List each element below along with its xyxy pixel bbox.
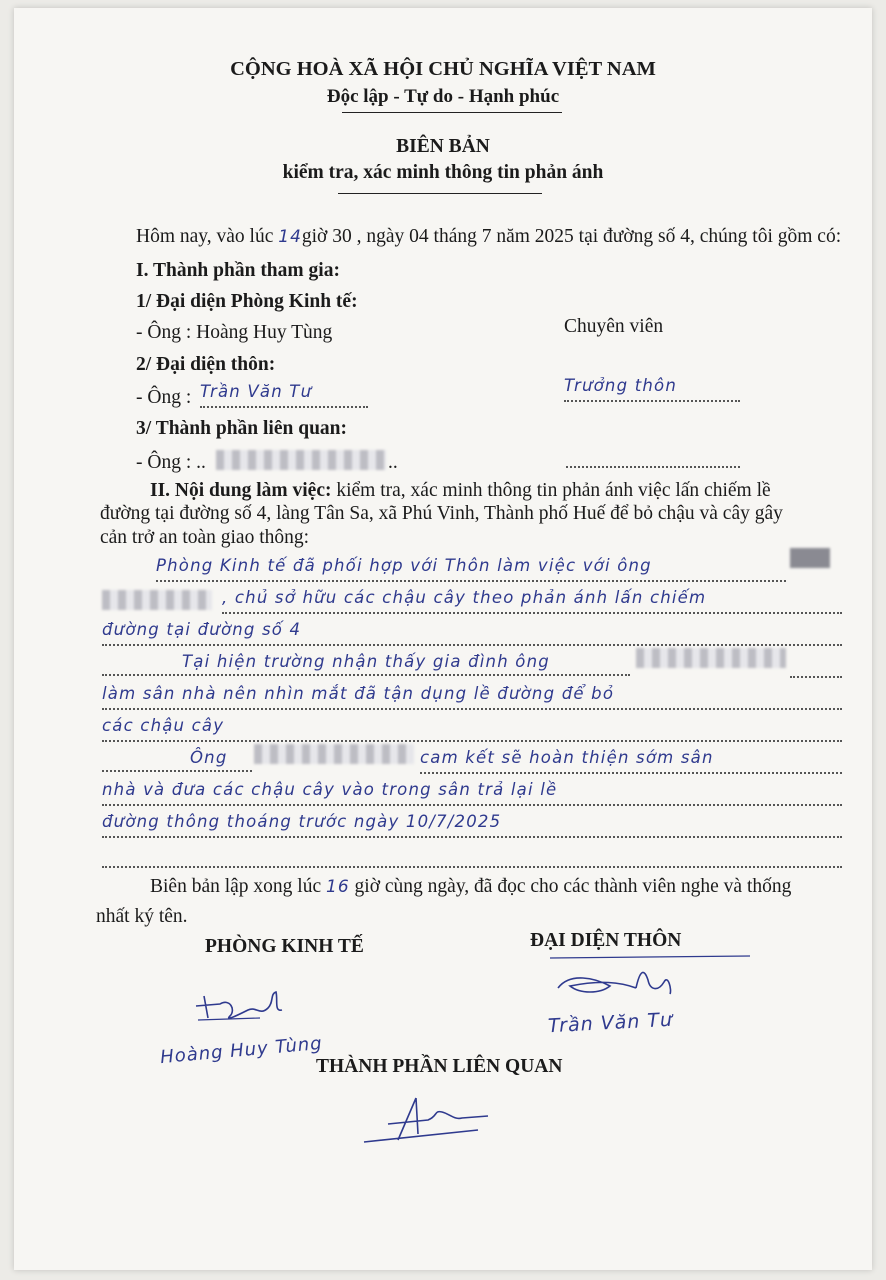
group3-trailing-dots: .. [388, 452, 398, 473]
intro-text-rest: giờ 30 , ngày 04 tháng 7 năm 2025 tại đường số 4, chúng tôi gồm có: [301, 226, 842, 247]
subtitle-underline [338, 193, 542, 194]
group1-name: - Ông : Hoàng Huy Tùng [136, 322, 333, 343]
hw-line-1-redacted [790, 548, 830, 568]
sig-title-right: ĐẠI DIỆN THÔN [530, 930, 682, 951]
hw-line-2: , chủ sở hữu các chậu cây theo phản ánh lấn chiếm [222, 586, 842, 614]
section2-line1 [150, 480, 771, 502]
hw-line-9: đường thông thoáng trước ngày 10/7/2025 [102, 810, 842, 838]
hw-line-2-redacted [102, 590, 212, 610]
group1-role: Chuyên viên [564, 316, 664, 337]
closing-hour: 16 [326, 877, 350, 897]
intro-line [136, 226, 841, 248]
closing-line2: nhất ký tên. [96, 906, 188, 927]
section2-text1: kiểm tra, xác minh thông tin phản ánh việc lấn chiếm lề [331, 480, 771, 501]
hw-line-7: Ông [102, 746, 252, 772]
group2-heading: 2/ Đại diện thôn: [136, 354, 276, 375]
group3-heading: 3/ Thành phần liên quan: [136, 418, 348, 439]
doc-subtitle: kiểm tra, xác minh thông tin phản ánh [282, 162, 604, 183]
group3-prefix: - Ông : .. [136, 452, 206, 473]
group2-role: Trưởng thôn [564, 374, 740, 402]
section1-heading: I. Thành phần tham gia: [136, 260, 340, 281]
hw-line-8: nhà và đưa các chậu cây vào trong sân trả lại lề [102, 778, 842, 806]
intro-hour: 14 [278, 227, 302, 247]
national-motto: Độc lập - Tự do - Hạnh phúc [326, 86, 560, 107]
hw-line-7-redacted [254, 744, 414, 764]
signature-left-name: Hoàng Huy Tùng [159, 1032, 324, 1069]
closing-text-rest: giờ cùng ngày, đã đọc cho các thành viên nghe và thống [349, 876, 792, 897]
hw-line-5: làm sân nhà nên nhìn mắt đã tận dụng lề đường để bỏ [102, 682, 842, 710]
group2-name: Trần Văn Tư [200, 380, 368, 408]
closing-line1 [150, 876, 791, 898]
hw-line-7-rest: cam kết sẽ hoàn thiện sớm sân [420, 746, 842, 774]
hw-line-3: đường tại đường số 4 [102, 618, 842, 646]
national-title: CỘNG HOÀ XÃ HỘI CHỦ NGHĨA VIỆT NAM [230, 58, 656, 80]
signature-left-scribble [190, 988, 290, 1028]
sig-title-bottom: THÀNH PHẦN LIÊN QUAN [316, 1056, 563, 1077]
motto-underline [342, 112, 562, 113]
group1-heading: 1/ Đại diện Phòng Kinh tế: [136, 291, 358, 312]
hw-line-blank [102, 840, 842, 868]
hw-line-1: Phòng Kinh tế đã phối hợp với Thôn làm việc với ông [156, 554, 786, 582]
closing-text: Biên bản lập xong lúc [150, 876, 327, 897]
hw-line-4: Tại hiện trường nhận thấy gia đình ông [102, 650, 630, 676]
section2-line3: cản trở an toàn giao thông: [100, 527, 310, 548]
doc-title: BIÊN BẢN [396, 136, 490, 157]
group3-name-redacted [216, 450, 386, 470]
group2-prefix: - Ông : [136, 387, 192, 408]
section2-heading: II. Nội dung làm việc: [150, 480, 332, 501]
group3-role-blank [566, 440, 740, 468]
intro-text: Hôm nay, vào lúc [136, 226, 279, 247]
hw-line-6: các chậu cây [102, 714, 842, 742]
signature-bottom-scribble [358, 1090, 508, 1150]
hw-line-4-redacted [636, 648, 786, 668]
section2-line2: đường tại đường số 4, làng Tân Sa, xã Phú Vinh, Thành phố Huế để bỏ chậu và cây gây [100, 503, 783, 524]
hw-line-4-tail [790, 650, 842, 678]
sig-title-left: PHÒNG KINH TẾ [205, 936, 364, 957]
signature-right-name: Trần Văn Tư [547, 1008, 674, 1038]
